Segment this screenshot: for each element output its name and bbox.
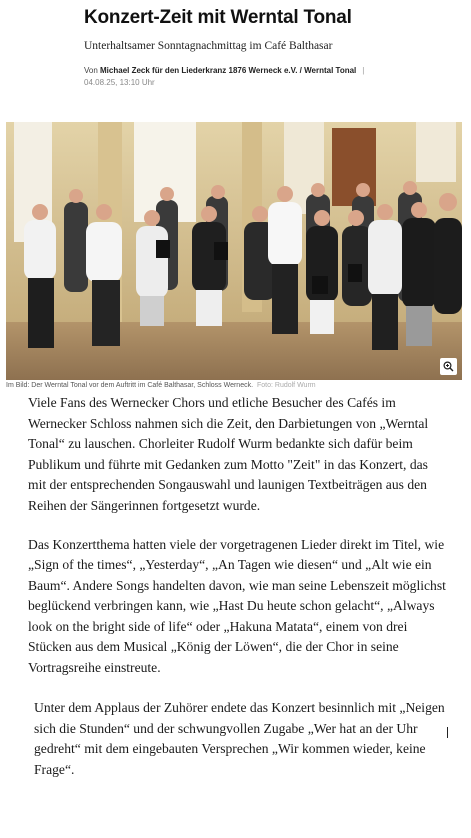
article-photo[interactable]: [6, 122, 462, 380]
photo-caption: [6, 382, 316, 389]
paragraph: Das Konzertthema hatten viele der vorgetragenen Lieder direkt im Titel, wie „Sign of the times“, „Yesterday“, „An Tagen wie diesen“ und „Alt wie ein Baum“. Andere Songs handelten davon, wie man seine Lebenszeit möglichst beglückend verbringen kann, wie „Hast Du heute schon gelacht“, „Always look on the bright side of life“ oder „Hakuna Matata“, einem von drei Stücken aus dem Musical „König der Löwen“, die der Chor in seine Vortragsreihe einstreute.: [28, 536, 446, 675]
paragraph: Unter dem Applaus der Zuhörer endete das Konzert besinnlich mit „Neigen sich die Stunden“ und der schwungvollen Zugabe „Wer hat an der Uhr gedreht“ mit dem eingebauten Versprechen „Wir kommen wieder, keine Frage“.: [34, 700, 445, 777]
text-cursor: [447, 727, 448, 738]
zoom-in-icon: [443, 361, 454, 372]
paragraph: Viele Fans des Wernecker Chors und etliche Besucher des Cafés im Wernecker Schloss nahmen sich die Zeit, den Darbietungen von „Werntal Tonal“ zu lauschen. Chorleiter Rudolf Wurm bedankte sich dafür beim Publikum und führte mit Gedanken zum Motto "Zeit" in das Konzert, das mit der entsprechenden Songauswahl und launigen Textbeiträgen aus den Reihen der Sängerinnen fortgesetzt wurde.: [28, 395, 429, 513]
byline-prefix: Von: [84, 66, 101, 75]
article-title: Konzert-Zeit mit Werntal Tonal: [84, 7, 352, 28]
byline: [84, 66, 364, 75]
publish-date: 04.08.25, 13:10 Uhr: [84, 78, 155, 87]
article-subtitle: Unterhaltsamer Sonntagnachmittag im Café Balthasar: [84, 40, 333, 52]
byline-separator: |: [362, 66, 365, 75]
caption-text: Im Bild: Der Werntal Tonal vor dem Auftritt im Café Balthasar, Schloss Werneck.: [6, 382, 254, 389]
photo-credit: Foto: Rudolf Wurm: [257, 382, 316, 389]
zoom-button[interactable]: [440, 358, 457, 375]
author-link[interactable]: Michael Zeck für den Liederkranz 1876 Werneck e.V. / Werntal Tonal: [100, 66, 357, 75]
choir-photo-illustration: [6, 122, 462, 380]
article-body: [28, 393, 446, 799]
